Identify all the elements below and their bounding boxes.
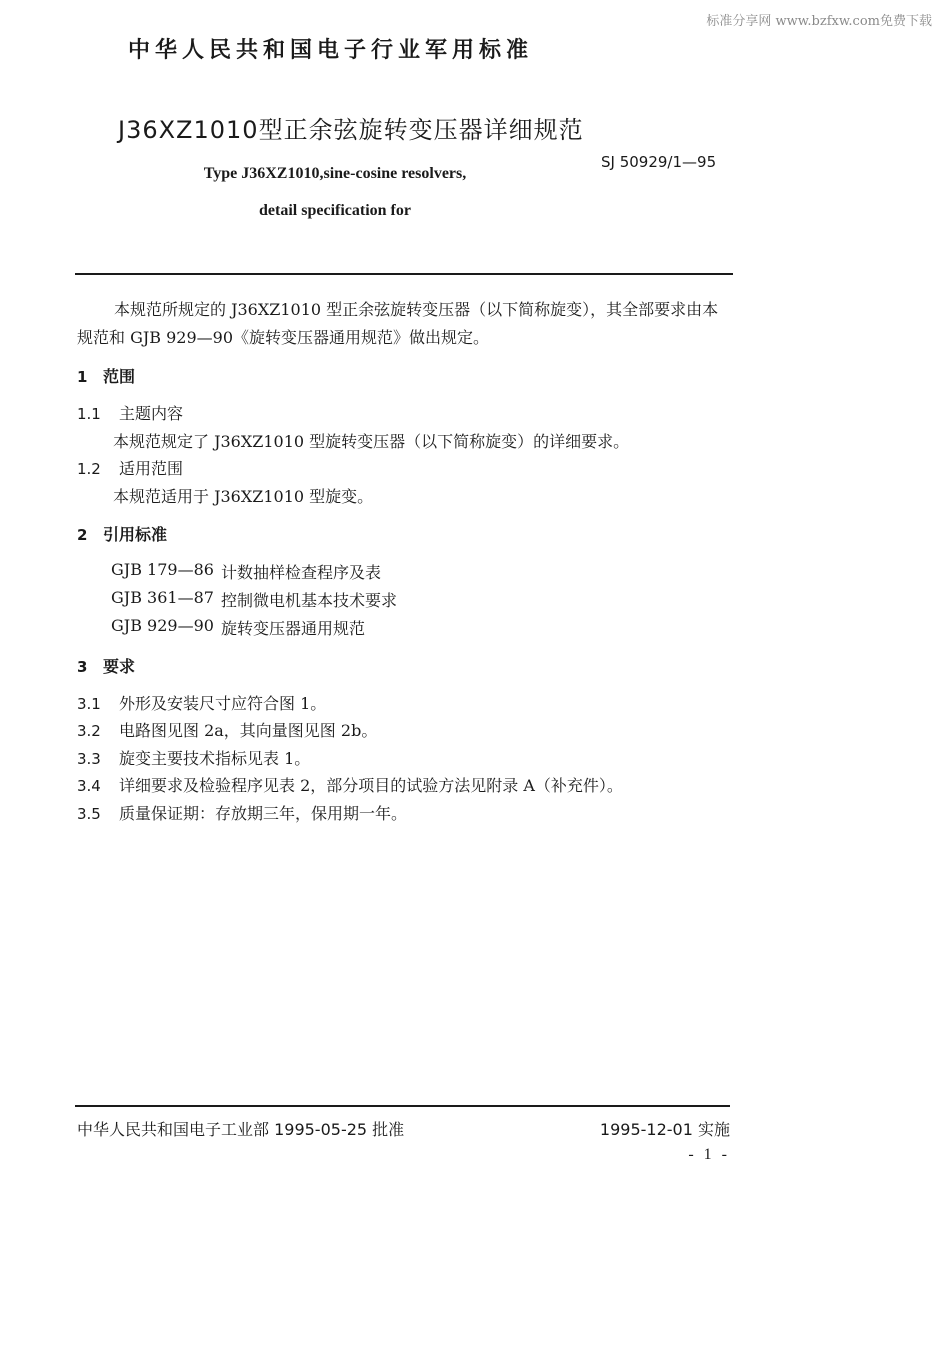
intro-line-1: 本规范所规定的 J36XZ1010 型正余弦旋转变压器（以下简称旋变），其全部要求由本	[114, 300, 719, 319]
subsection-1-2-body: 本规范适用于 J36XZ1010 型旋变。	[113, 487, 374, 506]
requirement-3-2	[77, 718, 377, 741]
section-1-heading	[77, 364, 135, 387]
document-title-en-line2: detail specification for	[259, 202, 411, 219]
section-number: 3	[77, 658, 88, 676]
standard-code: SJ 50929/1—95	[601, 153, 717, 171]
section-2-heading	[77, 522, 167, 545]
reference-title: 旋转变压器通用规范	[221, 619, 366, 638]
standard-name: 中华人民共和国电子行业军用标准	[128, 38, 534, 63]
reference-title: 计数抽样检查程序及表	[221, 563, 382, 582]
section-title: 要求	[103, 657, 136, 676]
section-number: 2	[77, 526, 88, 544]
subsection-1-1-heading	[77, 401, 183, 424]
subsection-number: 1.1	[77, 405, 101, 423]
section-title: 范围	[103, 367, 136, 386]
subsection-number: 3.4	[77, 777, 101, 795]
requirement-3-5	[77, 801, 407, 824]
footer-divider	[75, 1105, 730, 1107]
header-divider	[75, 273, 733, 275]
subsection-1-1-body: 本规范规定了 J36XZ1010 型旋转变压器（以下简称旋变）的详细要求。	[113, 432, 630, 451]
requirement-text: 外形及安装尺寸应符合图 1。	[119, 694, 327, 713]
requirement-3-4	[77, 773, 623, 796]
requirement-3-1	[77, 691, 326, 714]
subsection-1-2-heading	[77, 456, 183, 479]
reference-code: GJB 929—90	[111, 616, 214, 635]
subsection-title: 主题内容	[119, 404, 184, 423]
effective-date: 1995-12-01 实施	[599, 1120, 730, 1139]
section-title: 引用标准	[103, 525, 168, 544]
requirement-3-3	[77, 746, 310, 769]
subsection-number: 3.5	[77, 805, 101, 823]
approval-line: 中华人民共和国电子工业部 1995-05-25 批准	[77, 1120, 405, 1139]
intro-line-2: 规范和 GJB 929—90《旋转变压器通用规范》做出规定。	[77, 328, 490, 347]
subsection-number: 1.2	[77, 460, 101, 478]
reference-code: GJB 179—86	[111, 560, 214, 579]
requirement-text: 旋变主要技术指标见表 1。	[119, 749, 311, 768]
page-number: - 1 -	[688, 1146, 730, 1163]
requirement-text: 质量保证期：存放期三年，保用期一年。	[119, 804, 408, 823]
watermark: 标准分享网 www.bzfxw.com免费下载	[706, 14, 932, 29]
subsection-number: 3.1	[77, 695, 101, 713]
section-3-heading	[77, 654, 135, 677]
document-title-cn: J36XZ1010型正余弦旋转变压器详细规范	[118, 116, 584, 144]
reference-title: 控制微电机基本技术要求	[221, 591, 398, 610]
document-title-en-line1: Type J36XZ1010,sine-cosine resolvers,	[203, 165, 467, 182]
subsection-number: 3.2	[77, 722, 101, 740]
subsection-title: 适用范围	[119, 459, 184, 478]
requirement-text: 详细要求及检验程序见表 2，部分项目的试验方法见附录 A（补充件）。	[119, 776, 623, 795]
requirement-text: 电路图见图 2a，其向量图见图 2b。	[119, 721, 378, 740]
reference-code: GJB 361—87	[111, 588, 214, 607]
subsection-number: 3.3	[77, 750, 101, 768]
section-number: 1	[77, 368, 88, 386]
